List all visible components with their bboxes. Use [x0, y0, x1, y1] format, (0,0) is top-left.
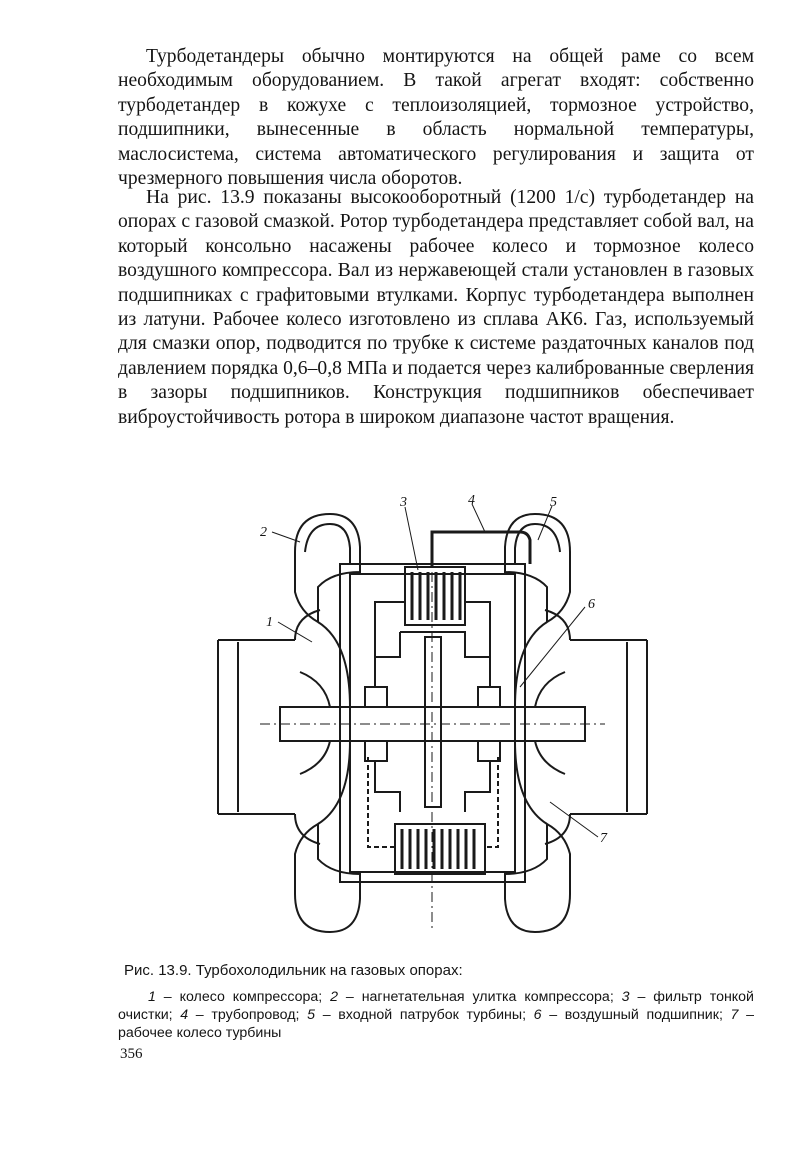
turbo-cooler-diagram	[200, 492, 665, 954]
paragraph-1: Турбодетандеры обычно монтируются на общей раме со всем необходимым оборудованием. В такой агрегат входят: собственно турбодетандер в кожухе с теплоизоляцией, тормозное устройство, подшипники, вынесенные в область нормальной температуры, маслосистема, система автоматического регулирования и защита от чрезмерного повышения числа оборотов.	[118, 46, 754, 190]
label-6: 6	[588, 597, 595, 612]
legend-num-5: 5	[307, 1007, 316, 1023]
legend-text-4: – трубопровод;	[188, 1007, 308, 1023]
label-5: 5	[550, 495, 557, 510]
page-number: 356	[120, 1046, 143, 1062]
legend-text-6: – воздушный подшипник;	[541, 1007, 731, 1023]
label-3: 3	[400, 495, 407, 510]
legend-text-7: – рабочее колесо турбины	[118, 1007, 754, 1041]
figure-legend	[118, 988, 754, 1042]
legend-num-4: 4	[180, 1007, 189, 1023]
label-7: 7	[600, 831, 607, 846]
legend-num-3: 3	[621, 989, 630, 1005]
legend-text-3: – фильтр тонкой очистки;	[118, 989, 754, 1023]
label-4: 4	[468, 493, 475, 508]
legend-num-7: 7	[730, 1007, 739, 1023]
label-1: 1	[266, 615, 273, 630]
legend-num-6: 6	[533, 1007, 542, 1023]
legend-text-1: – колесо компрессора;	[155, 989, 331, 1005]
legend-text-2: – нагнетательная улитка компрессора;	[338, 989, 622, 1005]
figure-caption-title: Рис. 13.9. Турбохолодильник на газовых опорах:	[124, 962, 463, 979]
legend-num-1: 1	[148, 989, 156, 1005]
paragraph-2: На рис. 13.9 показаны высокооборотный (1200 1/с) турбодетандер на опорах с газовой смазкой. Ротор турбодетандера представляет собой вал, на который консольно насажены рабочее колесо и тормозное колесо воздушного компрессора. Вал из нержавеющей стали установлен в газовых подшипниках с графитовыми втулками. Корпус турбодетандера выполнен из латуни. Рабочее колесо изготовлено из сплава АК6. Газ, используемый для смазки опор, подводится по трубке к системе раздаточных каналов под давлением порядка 0,6–0,8 МПа и подается через калиброванные сверления в зазоры подшипников. Конструкция подшипников обеспечивает виброустойчивость ротора в широком диапазоне частот вращения.	[118, 187, 754, 428]
legend-num-2: 2	[330, 989, 338, 1005]
legend-text-5: – входной патрубок турбины;	[315, 1007, 534, 1023]
label-2: 2	[260, 525, 267, 540]
